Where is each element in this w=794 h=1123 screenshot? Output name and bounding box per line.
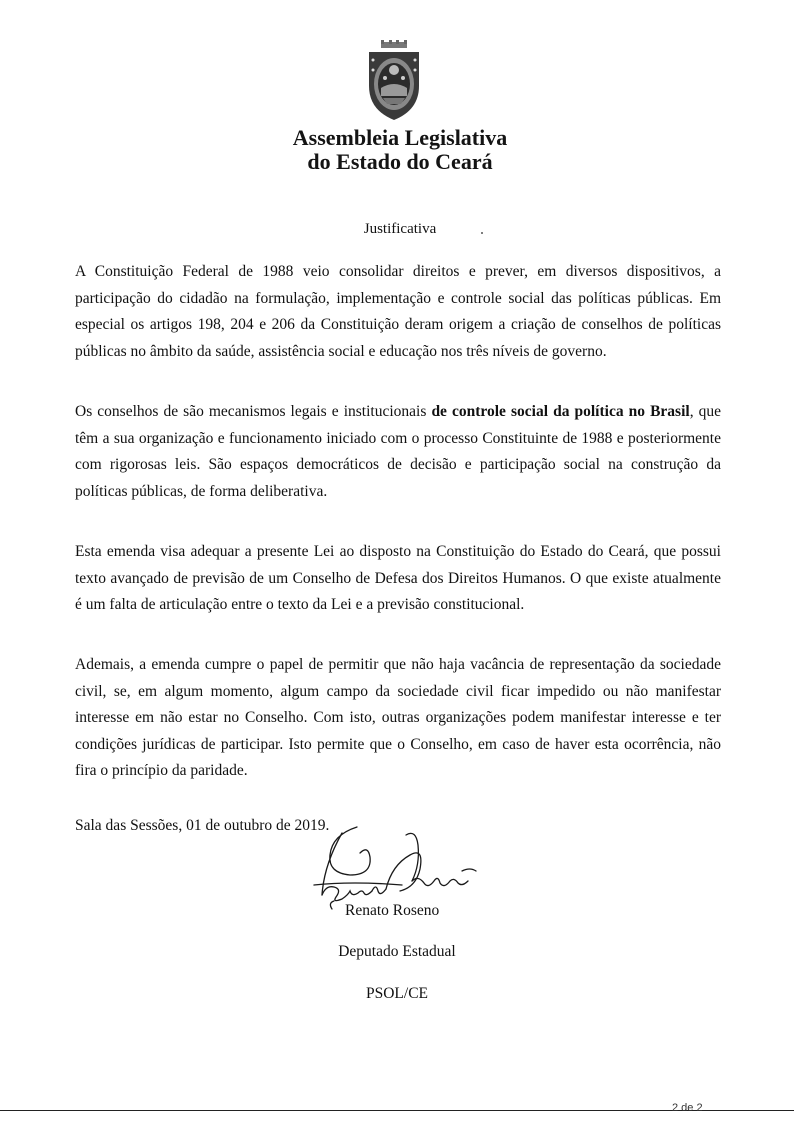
paragraph-3: Esta emenda visa adequar a presente Lei ao disposto na Constituição do Estado do Ceará, que possui texto avançado de previsão de um Conselho de Defesa dos Direitos Humanos. O que existe atualmente é um falta de articulação entre o texto da Lei e a previsão constitucional.: [75, 543, 721, 613]
paragraph-2-text-end: , que têm a sua organização e funcionamento iniciado com o processo Constituinte de 1988 e posteriormente com rigorosas leis. São espaços democráticos de decisão e participação social na construção da políticas públicas, de forma deliberativa.: [75, 403, 721, 500]
signatory-role: Deputado Estadual: [338, 943, 456, 960]
paragraph-1: A Constituição Federal de 1988 veio consolidar direitos e prever, em diversos dispositivos, a participação do cidadão na formulação, implementação e controle social das políticas públicas. Em especial os artigos 198, 204 e 206 da Constituição deram origem a criação de conselhos de políticas públicas no âmbito da saúde, assistência social e educação nos três níveis de governo.: [75, 263, 721, 360]
signatory-party: PSOL/CE: [365, 985, 428, 1002]
institution-name-line-2: do Estado do Ceará: [307, 149, 493, 174]
paragraph-4: Ademais, a emenda cumpre o papel de permitir que não haja vacância de representação da sociedade civil, se, em algum momento, algum campo da sociedade civil ficar impedido ou não manifestar interesse em não estar no Conselho. Com isto, outras organizações podem manifestar interesse e ter condições jurídicas de participar. Isto permite que o Conselho, em caso de haver esta ocorrência, não fira o princípio da paridade.: [75, 656, 721, 779]
institution-name-line-1: Assembleia Legislativa: [292, 125, 508, 150]
scan-speck: [481, 232, 483, 234]
state-coat-of-arms-icon: [359, 40, 429, 122]
paragraph-2: [75, 399, 721, 505]
paragraph-2-bold-text: de controle social da política no Brasil: [431, 403, 690, 420]
paragraph-2-text-start: Os conselhos de são mecanismos legais e institucionais: [75, 403, 432, 420]
signatory-name: Renato Roseno: [345, 902, 440, 919]
session-date-line: Sala das Sessões, 01 de outubro de 2019.: [75, 817, 330, 834]
page-number: 2 de 2: [672, 1102, 703, 1114]
document-title: Justificativa: [363, 221, 437, 237]
